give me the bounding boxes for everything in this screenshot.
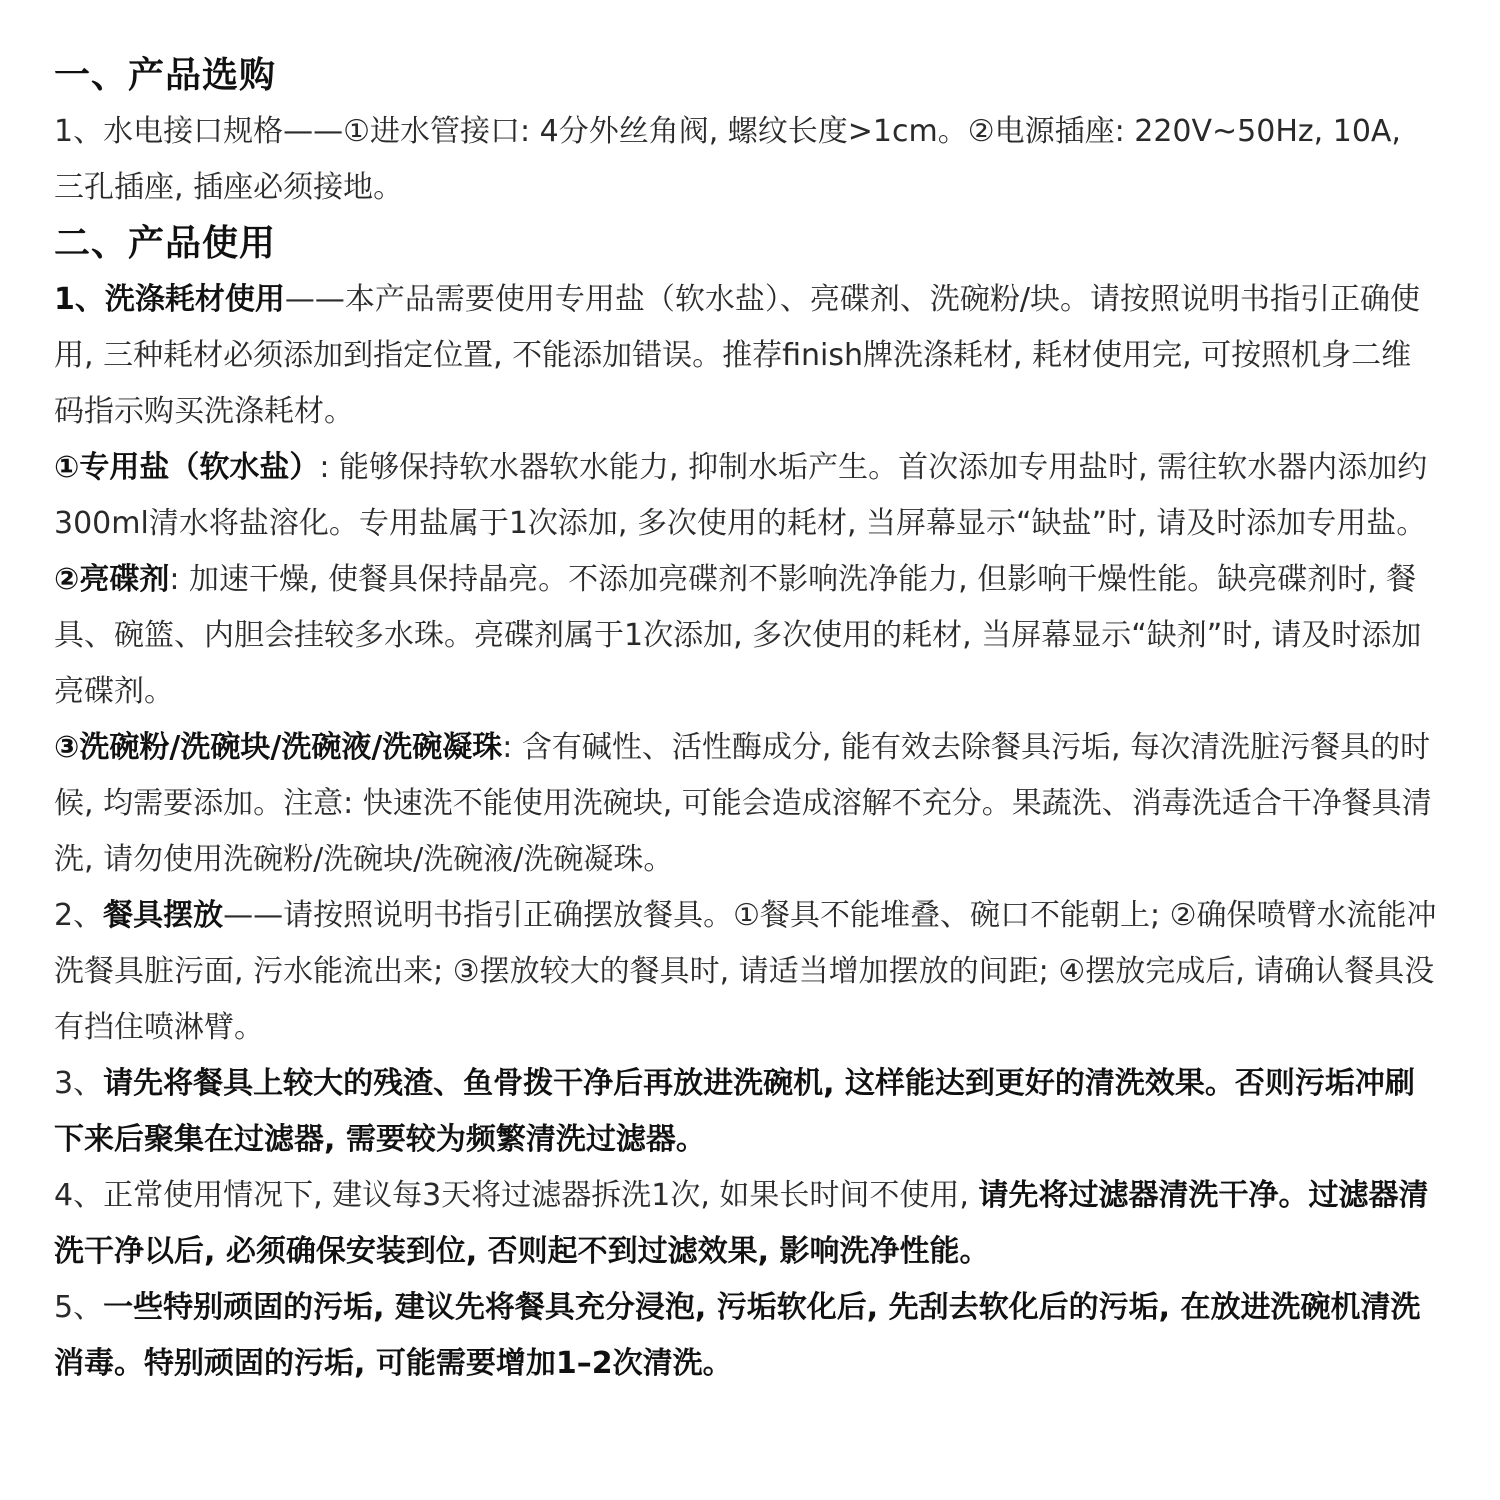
paragraph-filter	[54, 1168, 1440, 1280]
detergent-lead: ③洗碗粉/洗碗块/洗碗液/洗碗凝珠	[54, 730, 503, 765]
residue-text: 请先将餐具上较大的残渣、鱼骨拨干净后再放进洗碗机, 这样能达到更好的清洗效果。否则污垢冲刷下来后聚集在过滤器, 需要较为频繁清洗过滤器。	[54, 1066, 1415, 1157]
residue-prefix: 3、	[54, 1066, 104, 1101]
paragraph-tableware-placement	[54, 888, 1440, 1056]
paragraph-salt	[54, 440, 1440, 552]
salt-text: : 能够保持软水器软水能力, 抑制水垢产生。首次添加专用盐时, 需往软水器内添加约300ml清水将盐溶化。专用盐属于1次添加, 多次使用的耗材, 当屏幕显示“缺盐”时, 请及时添加专用盐。	[54, 450, 1428, 541]
salt-lead: ①专用盐（软水盐）	[54, 450, 320, 485]
stains-text: 一些特别顽固的污垢, 建议先将餐具充分浸泡, 污垢软化后, 先刮去软化后的污垢, 在放进洗碗机清洗消毒。特别顽固的污垢, 可能需要增加1–2次清洗。	[54, 1290, 1421, 1381]
rinse-aid-text: : 加速干燥, 使餐具保持晶亮。不添加亮碟剂不影响洗净能力, 但影响干燥性能。缺亮碟剂时, 餐具、碗篮、内胆会挂较多水珠。亮碟剂属于1次添加, 多次使用的耗材, 当屏幕显示“缺剂”时, 请及时添加亮碟剂。	[54, 562, 1422, 709]
paragraph-water-power-spec	[54, 104, 1440, 216]
placement-text: ——请按照说明书指引正确摆放餐具。①餐具不能堆叠、碗口不能朝上; ②确保喷臂水流能冲洗餐具脏污面, 污水能流出来; ③摆放较大的餐具时, 请适当增加摆放的间距; ④摆放完成后, 请确认餐具没有挡住喷淋臂。	[54, 898, 1437, 1045]
placement-prefix: 2、	[54, 898, 104, 933]
stains-prefix: 5、	[54, 1290, 104, 1325]
filter-text-bold: 请先将过滤器清洗干净。过滤器清洗干净以后, 必须确保安装到位, 否则起不到过滤效果, 影响洗净性能。	[54, 1178, 1429, 1269]
paragraph-stubborn-stains	[54, 1280, 1440, 1392]
consumables-text: ——本产品需要使用专用盐（软水盐）、亮碟剂、洗碗粉/块。请按照说明书指引正确使用, 三种耗材必须添加到指定位置, 不能添加错误。推荐finish牌洗涤耗材, 耗材使用完, 可按照机身二维码指示购买洗涤耗材。	[54, 282, 1420, 429]
paragraph-residue	[54, 1056, 1440, 1168]
paragraph-detergent	[54, 720, 1440, 888]
consumables-lead: 1、洗涤耗材使用	[54, 282, 285, 317]
placement-lead: 餐具摆放	[103, 898, 224, 933]
paragraph-consumables	[54, 272, 1440, 440]
section-title-usage: 二、产品使用	[54, 223, 277, 264]
rinse-aid-lead: ②亮碟剂	[54, 562, 170, 597]
filter-text: 4、正常使用情况下, 建议每3天将过滤器拆洗1次, 如果长时间不使用,	[54, 1178, 979, 1213]
detergent-text: : 含有碱性、活性酶成分, 能有效去除餐具污垢, 每次清洗脏污餐具的时候, 均需要添加。注意: 快速洗不能使用洗碗块, 可能会造成溶解不充分。果蔬洗、消毒洗适合干净餐具清洗, 请勿使用洗碗粉/洗碗块/洗碗液/洗碗凝珠。	[54, 730, 1432, 877]
section-title-purchase: 一、产品选购	[54, 55, 277, 96]
water-power-spec-text: 1、水电接口规格——①进水管接口: 4分外丝角阀, 螺纹长度>1cm。②电源插座: 220V~50Hz, 10A, 三孔插座, 插座必须接地。	[54, 114, 1401, 205]
paragraph-rinse-aid	[54, 552, 1440, 720]
